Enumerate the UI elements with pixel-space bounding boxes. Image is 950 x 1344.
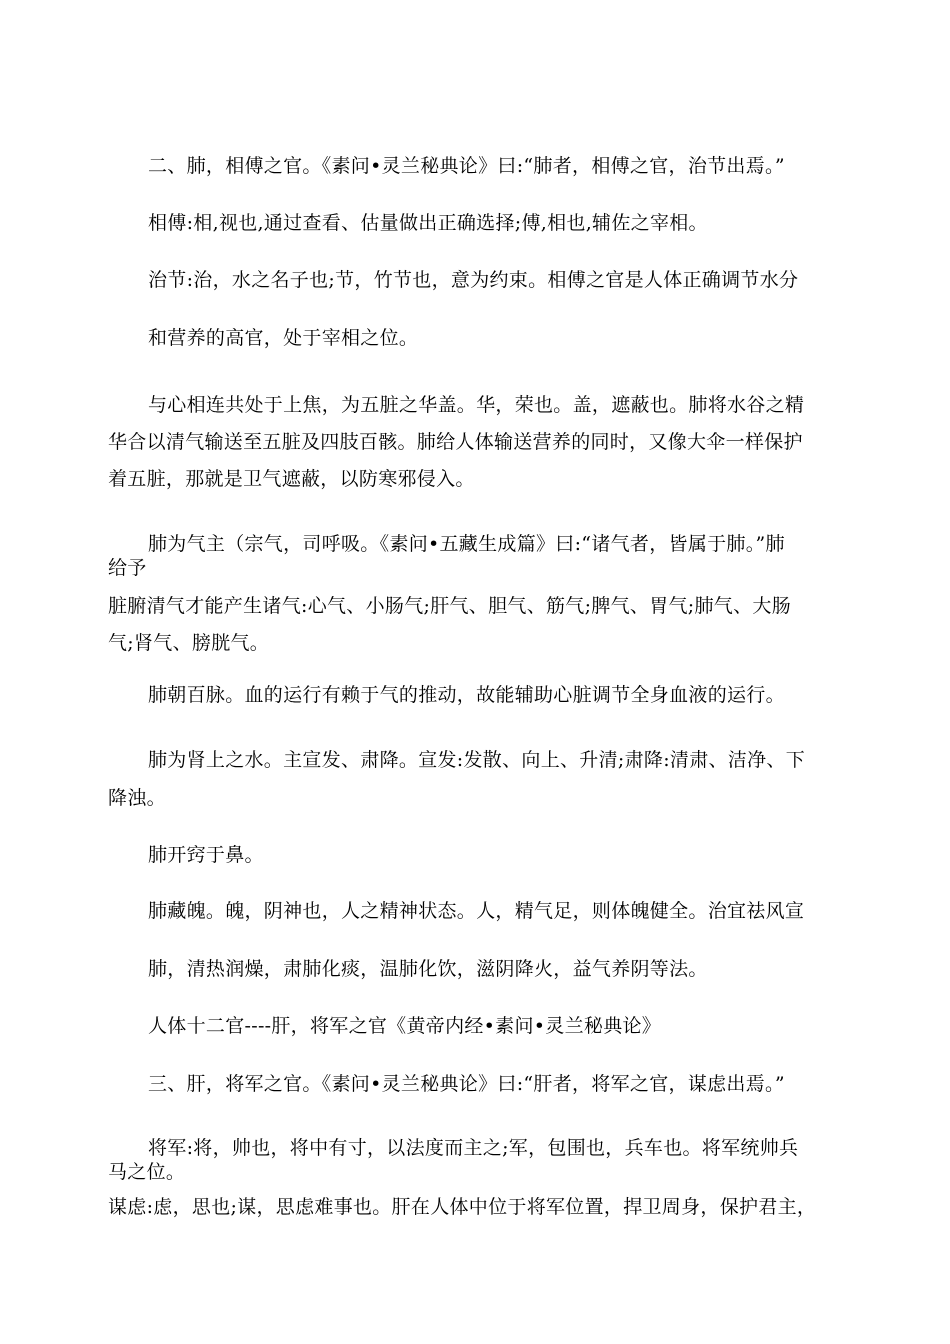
paragraph-line: 肺藏魄。魄，阴神也，人之精神状态。人，精气足，则体魄健全。治宜祛风宣 (148, 900, 805, 922)
paragraph-line: 肺朝百脉。血的运行有赖于气的推动，故能辅助心脏调节全身血液的运行。 (148, 684, 785, 706)
paragraph-line: 马之位。 (108, 1161, 186, 1183)
paragraph-line: 人体十二官----肝，将军之官《黄帝内经•素问•灵兰秘典论》 (148, 1015, 662, 1037)
paragraph-line: 脏腑清气才能产生诸气:心气、小肠气;肝气、胆气、筋气;脾气、胃气;肺气、大肠 (108, 595, 792, 617)
paragraph-line: 降浊。 (108, 787, 166, 809)
paragraph-line: 肺为肾上之水。主宣发、肃降。宣发:发散、向上、升清;肃降:清肃、洁净、下 (148, 749, 806, 771)
paragraph-line: 着五脏，那就是卫气遮蔽，以防寒邪侵入。 (108, 468, 475, 490)
paragraph-line: 气;肾气、膀胱气。 (108, 632, 270, 654)
paragraph-line: 谋虑:虑，思也;谋，思虑难事也。肝在人体中位于将军位置，捍卫周身，保护君主， (108, 1196, 817, 1218)
paragraph-line: 和营养的高官，处于宰相之位。 (148, 327, 419, 349)
paragraph-line: 将军:将，帅也，将中有寸，以法度而主之;军，包围也，兵车也。将军统帅兵 (148, 1137, 799, 1159)
paragraph-line: 与心相连共处于上焦，为五脏之华盖。华，荣也。盖，遮蔽也。肺将水谷之精 (148, 394, 805, 416)
paragraph-line: 治节:治，水之名子也;节，竹节也，意为约束。相傅之官是人体正确调节水分 (148, 269, 799, 291)
paragraph-line: 二、肺，相傅之官。《素问•灵兰秘典论》曰:“肺者，相傅之官，治节出焉。” (148, 155, 785, 177)
paragraph-line: 肺，清热润燥，肃肺化痰，温肺化饮，滋阴降火，益气养阴等法。 (148, 958, 708, 980)
paragraph-line: 给予 (108, 557, 147, 579)
paragraph-line: 三、肝，将军之官。《素问•灵兰秘典论》曰:“肝者，将军之官，谋虑出焉。” (148, 1073, 785, 1095)
paragraph-line: 华合以清气输送至五脏及四肢百骸。肺给人体输送营养的同时，又像大伞一样保护 (108, 431, 803, 453)
paragraph-line: 肺为气主（宗气，司呼吸。《素问•五藏生成篇》曰:“诸气者，皆属于肺。”肺 (148, 533, 785, 555)
paragraph-line: 肺开窍于鼻。 (148, 844, 264, 866)
paragraph-line: 相傅:相,视也,通过查看、估量做出正确选择;傅,相也,辅佐之宰相。 (148, 212, 708, 234)
